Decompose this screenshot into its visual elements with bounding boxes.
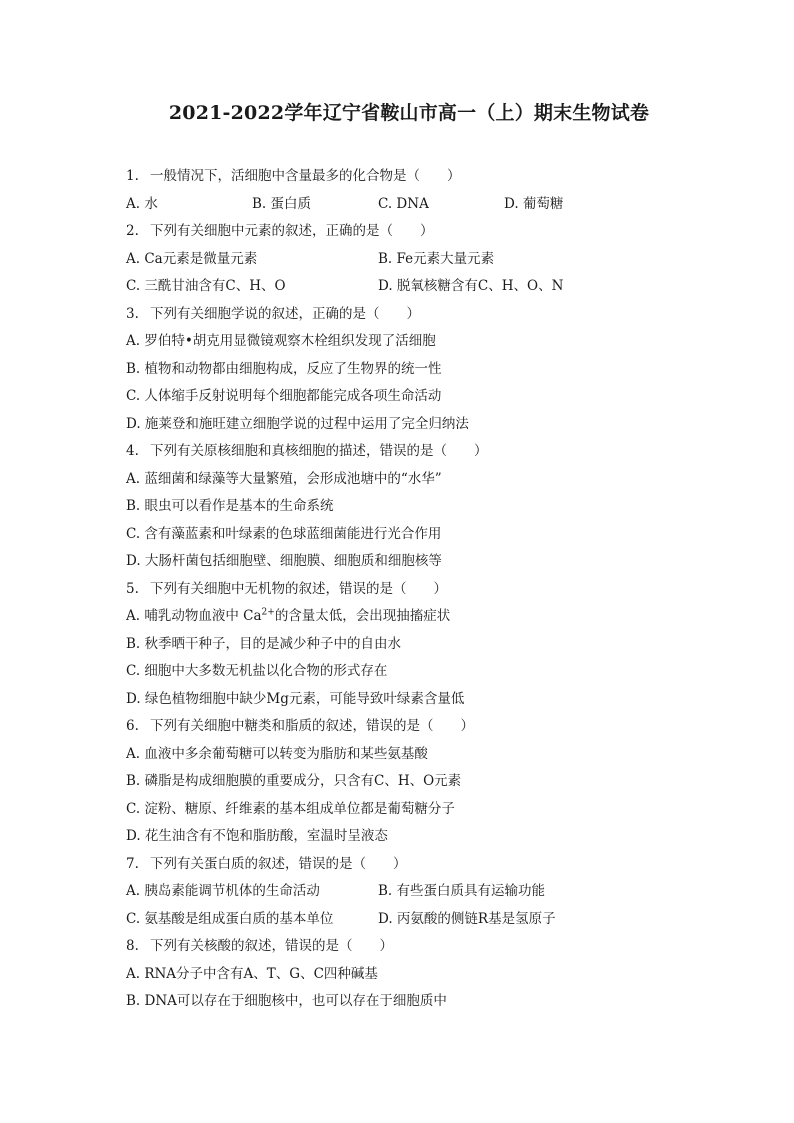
- question-8: [126, 933, 702, 1016]
- question-number: 7.: [126, 855, 139, 872]
- question-7: [126, 851, 702, 934]
- option-c: C. 细胞中大多数无机盐以化合物的形式存在: [126, 663, 388, 679]
- options-row: [126, 246, 702, 274]
- question-text: 下列有关核酸的叙述，错误的是（ ）: [150, 938, 393, 954]
- question-stem: [126, 301, 702, 329]
- options-row: [126, 191, 702, 219]
- option-d: D. 大肠杆菌包括细胞壁、细胞膜、细胞质和细胞核等: [126, 553, 442, 569]
- option-a-lead: A. 哺乳动物血液中: [126, 608, 239, 624]
- option-c: C. 三酰甘油含有C、H、O: [126, 278, 286, 294]
- question-stem: [126, 576, 702, 604]
- option-d: D. 花生油含有不饱和脂肪酸，室温时呈液态: [126, 828, 388, 844]
- question-number: 4.: [126, 443, 139, 459]
- option-a: A. 血液中多余葡萄糖可以转变为脂肪和某些氨基酸: [126, 745, 428, 762]
- options-row: [126, 273, 702, 301]
- question-text: 下列有关细胞学说的叙述，正确的是（ ）: [150, 305, 420, 322]
- question-stem: [126, 713, 702, 741]
- question-number: 2.: [126, 223, 139, 239]
- option-d: D. 葡萄糖: [504, 195, 564, 212]
- option-a: A. 水: [126, 195, 158, 212]
- option-b: B. 蛋白质: [252, 195, 312, 212]
- question-text: 下列有关蛋白质的叙述，错误的是（ ）: [150, 855, 407, 872]
- question-3: [126, 301, 702, 439]
- option-b: B. 有些蛋白质具有运输功能: [378, 883, 546, 899]
- question-4: [126, 438, 702, 576]
- question-stem: [126, 438, 702, 466]
- option-b: B. 秋季晒干种子，目的是减少种子中的自由水: [126, 635, 402, 652]
- option-a: A. Ca元素是微量元素: [126, 250, 258, 267]
- question-1: [126, 163, 702, 218]
- question-stem: [126, 163, 702, 191]
- option-c: C. DNA: [378, 195, 429, 212]
- question-stem: [126, 851, 702, 879]
- option-a-tail: 的含量太低，会出现抽搐症状: [274, 608, 451, 624]
- question-5: [126, 576, 702, 714]
- question-number: 6.: [126, 718, 139, 734]
- question-6: [126, 713, 702, 851]
- option-b: B. 磷脂是构成细胞膜的重要成分，只含有C、H、O元素: [126, 773, 462, 789]
- question-text: 下列有关细胞中元素的叙述，正确的是（ ）: [150, 223, 434, 239]
- option-a: A. RNA分子中含有A、T、G、C四种碱基: [126, 965, 378, 982]
- option-c: C. 淀粉、糖原、纤维素的基本组成单位都是葡萄糖分子: [126, 800, 455, 817]
- option-a: [126, 603, 702, 631]
- question-text: 下列有关原核细胞和真核细胞的描述，错误的是（ ）: [150, 443, 488, 459]
- question-number: 3.: [126, 305, 139, 322]
- question-stem: [126, 218, 702, 246]
- option-d: D. 脱氧核糖含有C、H、O、N: [378, 278, 564, 294]
- calcium-ion: Ca: [243, 608, 262, 624]
- options-row: [126, 906, 702, 934]
- question-text: 下列有关细胞中糖类和脂质的叙述，错误的是（ ）: [150, 718, 474, 734]
- option-d: D. 施莱登和施旺建立细胞学说的过程中运用了完全归纳法: [126, 415, 469, 432]
- options-row: [126, 878, 702, 906]
- option-b: B. 眼虫可以看作是基本的生命系统: [126, 498, 334, 514]
- option-c: C. 氨基酸是组成蛋白质的基本单位: [126, 910, 334, 927]
- question-stem: [126, 933, 702, 961]
- option-d: D. 丙氨酸的侧链R基是氢原子: [378, 910, 556, 927]
- option-a: A. 蓝细菌和绿藻等大量繁殖，会形成池塘中的“水华”: [126, 470, 442, 487]
- question-number: 8.: [126, 938, 139, 954]
- question-number: 5.: [126, 580, 139, 597]
- page-title: 2021-2022学年辽宁省鞍山市高一（上）期末生物试卷: [168, 102, 650, 124]
- question-text: 一般情况下，活细胞中含量最多的化合物是（ ）: [150, 168, 461, 184]
- option-b: B. 植物和动物都由细胞构成，反应了生物界的统一性: [126, 360, 442, 377]
- option-a: A. 胰岛素能调节机体的生命活动: [126, 883, 320, 899]
- question-number: 1.: [126, 168, 139, 184]
- option-c: C. 人体缩手反射说明每个细胞都能完成各项生命活动: [126, 388, 442, 404]
- option-c: C. 含有藻蓝素和叶绿素的色球蓝细菌能进行光合作用: [126, 525, 442, 542]
- ion-charge: 2+: [261, 607, 275, 618]
- option-a: A. 罗伯特•胡克用显微镜观察木栓组织发现了活细胞: [126, 333, 436, 349]
- option-b: B. Fe元素大量元素: [378, 250, 495, 267]
- option-d: D. 绿色植物细胞中缺少Mg元素，可能导致叶绿素含量低: [126, 690, 465, 707]
- question-text: 下列有关细胞中无机物的叙述，错误的是（ ）: [150, 580, 447, 597]
- option-b: B. DNA可以存在于细胞核中，也可以存在于细胞质中: [126, 993, 447, 1009]
- question-2: [126, 218, 702, 301]
